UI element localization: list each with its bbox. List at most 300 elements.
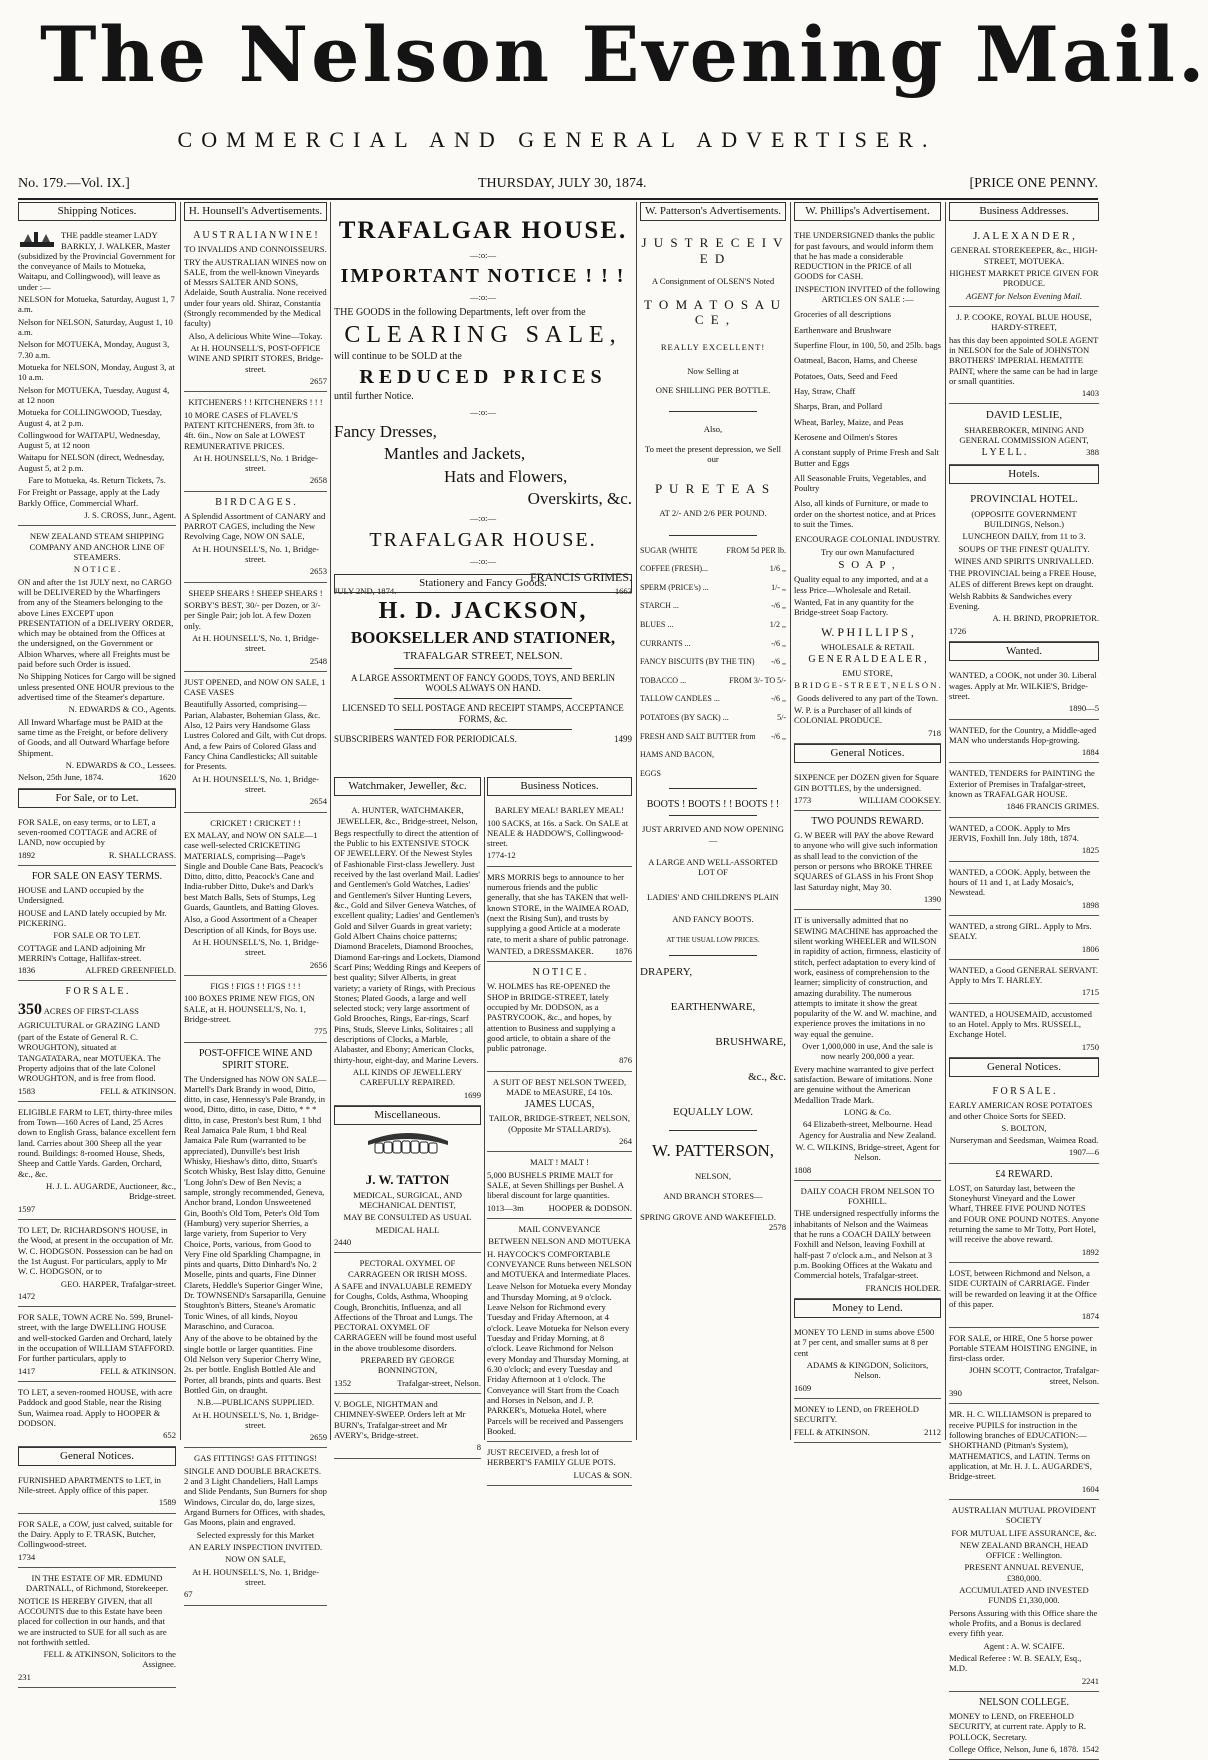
rule — [394, 729, 573, 730]
nelson: NELSON, — [694, 1170, 732, 1181]
ad-ref: 1609 — [794, 1382, 812, 1393]
section-heading: Wanted. — [949, 642, 1099, 661]
ad-text: Goods delivered to any part of the Town. — [796, 692, 938, 703]
ad-title: NEW ZEALAND STEAM SHIPPING COMPANY AND ANCHOR LINE OF STEAMERS. — [29, 531, 165, 562]
ad-text: NOW ON SALE, — [225, 1554, 286, 1565]
ad-subtitle: N.B.—PUBLICANS SUPPLIED. — [197, 1397, 314, 1408]
ad-text: Persons Assuring with this Office share the whole Profits, and a Bonus is declared every fifth year. — [949, 1607, 1098, 1639]
ad-ref: 231 — [18, 1671, 31, 1682]
ad-text: Also, a Good Assortment of a Cheaper Description of all Kinds, for Boys use. — [184, 914, 317, 935]
ad-signature: FELL & ATKINSON. — [100, 1085, 176, 1096]
ad-text: THE paddle steamer LADY BARKLY, J. WALKER, Master (subsidized by the Provincial Government for the conveyance of Mails to Motueka, Waitapu, and Collingwood), will leave as under :— — [18, 230, 176, 292]
ad-signature: ALFRED GREENFIELD. — [85, 965, 176, 976]
ad-text: TO LET, Dr. RICHARDSON'S HOUSE, in the Wood, at present in the occupation of Mr. W. C. HODGSON. Possession can be had on the 1st August. For particulars, apply to Mr W. C. HODGSON, or to — [18, 1224, 174, 1277]
price-value: 1/6 ,, — [769, 564, 786, 574]
price-item: POTATOES (BY SACK) ... — [640, 713, 729, 722]
bookseller: BOOKSELLER AND STATIONER, — [350, 627, 616, 647]
sailing-item: Collingwood for WAITAPU, Wednesday, August 5, at 12 noon — [18, 429, 161, 451]
earthenware: EARTHENWARE, — [670, 1000, 756, 1013]
ad-text: WANTED, TENDERS for PAINTING the Exterior of Premises in Trafalgar-street, known as TRAFALGAR HOUSE. — [949, 768, 1095, 800]
ad-text: IT is universally admitted that no SEWING MACHINE has approached the silent working WHEELER and WILSON in rapidity of action, firmness, elasticity of stitch, perfect adaptation to every kind of work, easiness of comprehension to the learner; simplicity of construction, and amazing durability. The numerous attempts to imitate it show the great popularity of the W. and W. machine, and experience proves the imitations in no way equal the genuine. — [794, 915, 941, 1039]
goods-text: THE GOODS in the following Departments, left over from the — [334, 306, 586, 318]
newspaper-subtitle: COMMERCIAL AND GENERAL ADVERTISER. — [177, 127, 937, 152]
ad-ref: 2241 — [1081, 1675, 1099, 1686]
boots-arrived: JUST ARRIVED AND NOW OPENING— — [642, 824, 784, 845]
ad-signature: FELL & ATKINSON. — [100, 1365, 176, 1376]
ad-text: THE UNDERSIGNED thanks the public for past favours, and would inform them that he has made a considerable REDUCTION in the PRICE of all GOODS for CASH. — [794, 230, 935, 282]
column-rule — [330, 202, 331, 1440]
ad-ref: 1808 — [794, 1164, 812, 1175]
price: [PRICE ONE PENNY. — [969, 176, 1098, 191]
ad-provincial — [949, 488, 1099, 642]
boots-lot: A LARGE AND WELL-ASSORTED LOT OF — [648, 857, 778, 878]
ad-text: FOR SALE, TOWN ACRE No. 599, Brunel-street, with the large DWELLING HOUSE and well-stocked Garden and Orchard, lately in the occupation of WILLIAM STAFFORD. For further particulars, apply to — [18, 1312, 175, 1364]
ad-title: MALT ! MALT ! — [530, 1157, 589, 1168]
ad-cow — [18, 1514, 176, 1568]
ad-mail — [487, 1219, 632, 1442]
ad-signature: ADAMS & KINGDON, Solicitors, Nelson. — [806, 1360, 929, 1381]
ad-text: Over 1,000,000 in use, And the sale is now nearly 200,000 a year. — [802, 1041, 933, 1062]
ad-subtitle: ALL KINDS OF JEWELLERY CAREFULLY REPAIRED. — [352, 1067, 463, 1088]
ad-text: WINES AND SPIRITS UNRIVALLED. — [954, 555, 1094, 566]
ad-easy-terms — [18, 866, 176, 982]
ad-estate — [18, 1568, 176, 1688]
ad-ref: 1699 — [463, 1089, 481, 1100]
ad-glue — [487, 1442, 632, 1486]
boots-usual: AT THE USUAL LOW PRICES. — [666, 936, 760, 945]
ad-text: 100 SACKS, at 16s. a Sack. On SALE at NEALE & HADDOW'S, Collingwood-street. — [487, 817, 629, 849]
jackson-street: TRAFALGAR STREET, NELSON. — [403, 650, 563, 663]
ad-text: MEDICAL HALL — [375, 1224, 440, 1235]
section-heading: Shipping Notices. — [18, 202, 176, 221]
clearing-sale: CLEARING SALE, — [344, 321, 622, 348]
ad-signature: N. EDWARDS & CO., Agents. — [68, 704, 176, 715]
ad-signature: At H. HOUNSELL'S, No. 1, Bridge-street. — [192, 543, 319, 564]
sailing-item: Waitapu for NELSON (direct, Wednesday, August 5, at 2 p.m. — [18, 452, 165, 473]
column-phillips — [794, 202, 941, 1442]
ad-text: A Splendid Assortment of CANARY and PARROT CAGES, including the New Revolving Cage, NOW ON SALE, — [184, 510, 326, 542]
ad-title: J. A L E X A N D E R , — [973, 230, 1075, 243]
ad-bogle — [334, 1394, 481, 1459]
ad-title: PROVINCIAL HOTEL. — [970, 493, 1078, 506]
ad-text: HOUSE and LAND occupied by the Undersigned. — [18, 884, 144, 906]
ad-subtitle: WHOLESALE & RETAIL — [820, 641, 915, 652]
ad-subtitle: FOR SALE OR TO LET. — [53, 930, 141, 941]
ad-text: Begs respectfully to direct the attention of the Public to his EXTENSIVE STOCK OF JEWELLERY. Of the Newest Styles of Fashionable First-class Jewellery. Just received by the last overland Mail. Ladies' and Gentlemen's Gold Watches, Ladies' and Gentlemen's Silver Hunting Levers, &c., Gold and Silver Geneva Watches, of excellent quality; Ladies' and Gentlemen's Gold and Silver Guards in great variety; Gold Albert Chains choice patterns; Diamond Bracelets, Diamond Brooches, Diamond Ear-rings and Lockets, Diamond Scarf Pins; Wedding Rings and Keepers of best quality; Silver Alberts, in great variety; a variety of Rings, with Precious Stones; Plated Goods, a large and well selected stock; very large assortment of Gold Brooches, Rings, Ear-rings, Scarf Pins, Studs, Sleeve Links, Solitaires ; all descriptions of Clocks, a Marble, Alabaster, and Ebony; American Clocks, thirty-hour, eight-day, and Marine Levers. — [334, 827, 481, 1065]
rule — [669, 788, 757, 789]
ad-title: J. W. TATTON — [365, 1172, 450, 1188]
ad-date: Nelson, 25th June, 1874. — [18, 772, 104, 783]
section-heading: General Notices. — [794, 744, 941, 763]
also: Also, — [703, 423, 723, 434]
ad-text: AN EARLY INSPECTION INVITED. — [188, 1541, 323, 1552]
ad-ref: 1734 — [18, 1551, 36, 1562]
wanted-item — [949, 818, 1099, 862]
price-item: COFFEE (FRESH)... — [640, 564, 709, 574]
ad-subtitle: NEW ZEALAND BRANCH, HEAD OFFICE : Wellington. — [959, 1539, 1089, 1561]
item-list — [794, 309, 941, 529]
ad-ref: 1876 — [614, 945, 632, 956]
ad-text: WANTED, a COOK. Apply to Mrs JERVIS, Foxhill Inn. July 18th, 1874. — [949, 822, 1079, 843]
ad-ref: 718 — [928, 727, 941, 738]
ad-text: WANTED, a HOUSEMAID, accustomed to an Hotel. Apply to Mrs. RUSSELL, Exchange Hotel. — [949, 1008, 1092, 1040]
price-row — [640, 620, 786, 630]
ad-text: Wanted, Fat in any quantity for the Bridge-street Soap Factory. — [794, 596, 914, 618]
freight: For Freight or Passage, apply at the Lady Barkly Office, Commercial Wharf. — [18, 487, 160, 508]
issue-number: No. 179.—Vol. IX.] — [18, 176, 130, 191]
ad-text: ACRES OF FIRST-CLASS AGRICULTURAL or GRAZING LAND — [18, 1006, 160, 1030]
ad-text: WANTED, for the Country, a Middle-aged MAN who understands Hop-growing. — [949, 724, 1097, 745]
column-rule — [180, 202, 181, 1440]
grimes: FRANCIS GRIMES. — [529, 569, 632, 584]
soap: S O A P , — [838, 559, 897, 571]
ad-text: Leave Nelson for Motueka every Monday and Thursday Morning, at 9 o'clock. Leave Nelson for Richmond every Tuesday and Friday Afternoon, at 4 o'clock. Leave Motueka for Nelson every Tuesday and Friday Morning, at 8 o'clock. Leave Richmond for Nelson every Monday and Thursday Morning, at 6.30 o'clock; and every Tuesday and Friday Afternoon at 1 o'clock. The Conveyance will Start from the Coach and Horses in Nelson, and J. P. PARKER's, Motueka Hotel, where Parcels will be received and Passengers Booked. — [487, 1281, 632, 1436]
jackson-name: H. D. JACKSON, — [378, 598, 588, 625]
ad-money1 — [794, 1322, 941, 1399]
brushware: BRUSHWARE, — [715, 1036, 786, 1049]
shilling: ONE SHILLING PER BOTTLE. — [655, 384, 771, 395]
ad-ref: 1825 — [1081, 845, 1099, 856]
depression: To meet the present depression, we Sell our — [644, 444, 782, 465]
ad-title: SHEEP SHEARS ! SHEEP SHEARS ! — [188, 587, 323, 598]
ad-cooke — [949, 307, 1099, 405]
ad-title: A U S T R A L I A N W I N E ! — [193, 230, 318, 242]
ad-richardson — [18, 1220, 176, 1307]
ad-pectoral — [334, 1253, 481, 1394]
price-row — [640, 546, 786, 556]
section-heading: General Notices. — [949, 1058, 1099, 1077]
ad-ref: 1499 — [614, 733, 632, 744]
ad-text: 100 BOXES PRIME NEW FIGS, ON SALE, at H. HOUNSELL'S, No. 1, Bridge-street. — [184, 993, 315, 1024]
ad-text: LOST, between Richmond and Nelson, a SIDE CURTAIN of CARRIAGE. Finder will be rewarded on leaving it at the Office of this paper. — [949, 1267, 1097, 1309]
reduced-prices: REDUCED PRICES — [359, 366, 607, 389]
separator: —:o:— — [469, 292, 497, 303]
price-row — [640, 564, 786, 574]
ad-title: W. P H I L L I P S , — [821, 625, 914, 640]
ad-tatton — [334, 1167, 481, 1253]
ad-text: MONEY to LEND, on FREEHOLD SECURITY, at current rate. Apply to R. POLLOCK, Secretary. — [949, 1710, 1087, 1742]
ad-text: NOTICE IS HEREBY GIVEN, that all ACCOUNTS due to this Estate have been placed for collection in our hands, and that we are instructed to SUE for all such as are not forthwith settled. — [18, 1595, 167, 1647]
list-item: A constant supply of Prime Fresh and Salt Butter and Eggs — [794, 447, 939, 468]
price-item: TOBACCO ... — [640, 675, 687, 685]
ad-ref: 1589 — [158, 1497, 176, 1508]
ad-signature: At H. HOUNSELL'S, No. 1, Bridge-street. — [192, 937, 319, 958]
ad-signature: N. EDWARDS & CO., Lessees. — [65, 759, 176, 770]
ad-text: WANTED, a COOK. Apply, between the hours of 11 and 1, at Lady Mosaic's, Newstead. — [949, 866, 1091, 898]
ad-title: B I R D C A G E S . — [215, 496, 296, 508]
ad-title: N O T I C E . — [532, 967, 587, 979]
ad-text: THE PROVINCIAL being a FREE House, ALES of different Brews kept on draught. — [949, 568, 1097, 589]
ad-ref: 1013—3m — [487, 1202, 524, 1213]
ad-text: MONEY TO LEND in sums above £500 at 7 per cent, and smaller sums at 8 per cent — [794, 1327, 935, 1358]
masthead — [0, 0, 1208, 175]
ad-title: MAIL CONVEYANCE — [518, 1223, 601, 1234]
ad-ref: 652 — [163, 1430, 176, 1441]
just-received: J U S T R E C E I V E D — [641, 235, 785, 266]
ad-ref: 1892 — [1081, 1246, 1099, 1257]
ad-ref: 1583 — [18, 1085, 36, 1096]
ad-figs — [184, 976, 327, 1043]
ad-text: ACCUMULATED AND INVESTED FUNDS £1,330,000. — [959, 1585, 1089, 1606]
ad-text: 64 Elizabeth-street, Melbourne. Head Agency for Australia and New Zealand. — [799, 1119, 936, 1140]
price-row — [640, 601, 786, 611]
ad-text: SINGLE AND DOUBLE BRACKETS. 2 and 3 Light Chandeliers, Hall Lamps and Slide Pendants, Sun Burners for shop Windows, Circular do, do, large sizes, Argand Burners for Offices, with shades, Gas Moons, plain and engraved. — [184, 1465, 327, 1528]
price-row — [640, 694, 786, 704]
ad-text: Try our own Manufactured — [820, 546, 914, 557]
ad-title: PECTORAL OXYMEL OF CARRAGEEN OR IRISH MOSS. — [348, 1258, 467, 1279]
ad-signature: H. J. L. AUGARDE, Auctioneer, &c., Bridge-street. — [46, 1181, 176, 1202]
ad-text: WANTED, a COOK, not under 30. Liberal wages. Apply at Mr. WILKIE'S, Bridge-street. — [949, 670, 1097, 701]
ad-subtitle: JAMES LUCAS, — [524, 1099, 595, 1111]
sailing-item: Motueka for COLLINGWOOD, Tuesday, August 4, at 2 p.m. — [18, 407, 162, 428]
ad-ref: 1846 FRANCIS GRIMES. — [1006, 801, 1099, 812]
ad-text: ON and after the 1st JULY next, no CARGO will be DELIVERED by the Wharfingers from any of the Steamers belonging to the above Lines EXCEPT upon PRESENTATION of a DELIVERY ORDER, which may be obtained from the Offices at the undersigned, on the Government or Albion Wharves, where all Freights must be paid before such Order is issued. — [18, 576, 174, 670]
ad-kitcheners — [184, 392, 327, 492]
ad-malt — [487, 1152, 632, 1219]
ad-signature: At H. HOUNSELL'S, No. 1, Bridge-street. — [192, 773, 319, 794]
ad-coach — [794, 1181, 941, 1299]
section-heading: W. Phillips's Advertisement. — [794, 202, 941, 221]
ad-title: NELSON COLLEGE. — [979, 1696, 1069, 1708]
ad-signature: WILLIAM COOKSEY. — [859, 794, 941, 805]
ad-text: Beautifully Assorted, comprising—Parian, Alabaster, Bohemian Glass, &c. Also, 12 Pairs very Handsome Glass Lustres Colored and Gilt, with Cut drops. And, a few Pairs of Colored Glass and Fancy China Candlesticks; All suitable for Presents. — [184, 699, 327, 772]
until-text: until further Notice. — [334, 391, 414, 403]
ad-signature: At H. HOUNSELL'S, No. 1, Bridge-street. — [192, 1409, 319, 1430]
ad-title: POST-OFFICE WINE AND SPIRIT STORE. — [198, 1047, 313, 1071]
list-item: Sharps, Bran, and Pollard — [794, 401, 883, 412]
ad-ref: 1750 — [1081, 1041, 1099, 1052]
ad-title: F O R S A L E . — [65, 986, 129, 998]
mantles: Mantles and Jackets, — [384, 444, 526, 464]
ad-text: Any of the above to be obtained by the single bottle or larger quantities. Fine Old Nelson very Superior Cherry Wine, 2s. per bottle. English Bottled Ale and Porter, all brands, pints and quarts. Best Bottled Gin, on draught. — [184, 1333, 321, 1395]
ad-ref: 8 — [476, 1442, 481, 1453]
list-item: All Seasonable Fruits, Vegetables, and Poultry — [794, 472, 927, 494]
ad-text: EARLY AMERICAN ROSE POTATOES and other Choice Sorts for SEED. — [949, 1100, 1093, 1121]
wanted-item — [949, 916, 1099, 960]
ad-text: THE undersigned respectfully informs the inhabitants of Nelson and the Waimeas that he runs a COACH DAILY between Foxhill and Nelson, leaving Foxhill at half-past 7 o'clock a.m., and Nelson at 3 p.m. Booking Offices at the Wakatu and Commercial hotels, Trafalgar-street. — [794, 1208, 940, 1281]
ad-signature: At H. HOUNSELL'S, No. 1, Bridge-street. — [192, 632, 319, 654]
ad-ref: 1774-12 — [487, 850, 516, 861]
ad-ref: 1542 — [1081, 1743, 1099, 1754]
ad-text: MRS MORRIS begs to announce to her numerous friends and the public generally, that she has TAKEN that well-known STORE, in the WAIMEA ROAD, (next the Rising Sun), and trusts by supplying a good Article at a moderate rate, to merit a share of public patronage. — [487, 871, 629, 944]
ad-subtitle: L Y E L L . — [981, 447, 1027, 459]
etc: &c., &c. — [748, 1071, 786, 1084]
section-heading: For Sale, or to Let. — [18, 789, 176, 808]
section-heading: General Notices. — [18, 1447, 176, 1466]
column-watchmaker — [334, 777, 481, 1453]
rule — [669, 535, 757, 536]
ad-date: College Office, Nelson, June 6, 1878. — [949, 1743, 1079, 1754]
price-item: FANCY BISCUITS (BY THE TIN) — [640, 657, 755, 667]
ad-text: COTTAGE and LAND adjoining Mr MERRIN's Cottage, Hallifax-street. — [18, 942, 146, 963]
list-item: Kerosene and Oilmen's Stores — [794, 431, 898, 442]
ad-ref: 1472 — [18, 1290, 36, 1301]
ad-title: TWO POUNDS REWARD. — [811, 816, 924, 828]
trafalgar-house-2: TRAFALGAR HOUSE. — [369, 528, 597, 551]
ad-text: FURNISHED APARTMENTS to LET, in Nile-street. Apply office of this paper. — [18, 1474, 161, 1496]
ad-ref: 1417 — [18, 1365, 36, 1376]
ad-text: FOR SALE, or HIRE, One 5 horse power Portable STEAM HOISTING ENGINE, in first-class order. — [949, 1332, 1097, 1364]
wanted-item — [949, 1004, 1099, 1058]
ad-text: No Shipping Notices for Cargo will be signed unless presented ONE HOUR previous to the advertised time of the Steamer's departure. — [18, 671, 176, 702]
rule — [394, 698, 573, 699]
ad-signature: W. C. WILKINS, Bridge-street, Agent for Nelson. — [795, 1141, 940, 1163]
ad-signature: R. SHALLCRASS. — [108, 849, 176, 860]
ad-text: Every machine warranted to give perfect satisfaction. Beware of imitations. None are genuine without the American Medallion Trade Mark. — [794, 1063, 935, 1105]
ad-ref: 1403 — [1081, 388, 1099, 399]
ad-ref: 1806 — [1081, 943, 1099, 954]
ad-ref: 2657 — [309, 375, 327, 386]
section-heading: Miscellaneous. — [334, 1106, 481, 1125]
ad-ref: 1892 — [18, 849, 36, 860]
ad-subtitle: MEDICAL, SURGICAL, AND MECHANICAL DENTIST, — [353, 1189, 462, 1211]
ad-text: (OPPOSITE GOVERNMENT BUILDINGS, Nelson.) — [971, 508, 1077, 529]
jackson-assortment: A LARGE ASSORTMENT OF FANCY GOODS, TOYS, AND BERLIN WOOLS ALWAYS ON HAND. — [351, 672, 615, 694]
ad-text: WANTED, a strong GIRL. Apply to Mrs. SEALY. — [949, 920, 1092, 942]
ad-furnished — [18, 1470, 176, 1514]
ad-title: CRICKET ! CRICKET ! ! — [210, 817, 301, 828]
ad-text: TO LET, a seven-roomed HOUSE, with acre Paddock and good Stable, near the Rising Sun, Waimea road. Apply to HOOPER & DODSON. — [18, 1387, 173, 1428]
branch: AND BRANCH STORES— — [663, 1191, 763, 1202]
steamer-icon — [18, 228, 58, 250]
ad-shallcrass — [18, 812, 176, 866]
drapery: DRAPERY, — [640, 965, 693, 978]
ad-lucas — [487, 1072, 632, 1153]
ad-ref: 1890—5 — [1068, 703, 1099, 714]
column-rule — [945, 202, 946, 1440]
ad-ref: 2656 — [309, 959, 327, 970]
price-item: HAMS AND BACON, — [640, 750, 715, 760]
ad-text: PRESENT ANNUAL REVENUE, £380,000. — [964, 1562, 1084, 1583]
ad-text: W. HOLMES has RE-OPENED the SHOP in BRIDGE-STREET, lately occupied by Mr. DODSON, as a PASTRYCOOK, &c., and hopes, by attention to Business and supplying a good article, to obtain a share of the public patronage. — [487, 981, 616, 1054]
ad-lady-barkly — [18, 225, 176, 526]
price-value: -/6 ,, — [771, 694, 786, 704]
price-value: -/6 ,, — [771, 731, 786, 741]
ad-bird-cages — [184, 492, 327, 583]
section-heading: Business Notices. — [487, 777, 632, 796]
sailing-item: Motueka for NELSON, Monday, August 3, at 10 a.m. — [18, 361, 175, 383]
ad-phillips — [794, 225, 941, 744]
ad-text: AGENT for Nelson Evening Mail. — [965, 290, 1083, 301]
list-item: Groceries of all descriptions — [794, 309, 892, 320]
list-item: Oatmeal, Bacon, Hams, and Cheese — [794, 355, 918, 366]
ad-title: BARLEY MEAL! BARLEY MEAL! — [495, 805, 624, 816]
ad-barley — [487, 800, 632, 867]
ad-text: ELIGIBLE FARM to LET, thirty-three miles from Town—160 Acres of Land, 25 Acres down to English Grass, balance excellent fern land. Carries about 300 Sheep all the year round. Buildings: 8-roomed House, Sheds, Sheep and Cattle Yards. Garden, Orchard, &c., &c. — [18, 1106, 176, 1179]
section-heading: Hotels. — [949, 465, 1099, 484]
list-item: Earthenware and Brushware — [794, 324, 892, 335]
rule — [669, 815, 757, 816]
ad-sixpence — [794, 767, 941, 811]
dentures-icon — [363, 1129, 453, 1163]
ad-text: WANTED, a DRESSMAKER. — [487, 945, 594, 956]
ad-text: JUST RECEIVED, a fresh lot of HERBERT'S FAMILY GLUE POTS. — [487, 1447, 616, 1468]
ad-ref: 1597 — [18, 1203, 36, 1214]
ad-title: AUSTRALIAN MUTUAL PROVIDENT SOCIETY — [951, 1504, 1097, 1526]
patterson: W. PATTERSON, — [651, 1140, 775, 1160]
ad-signature: FELL & ATKINSON. — [794, 1426, 870, 1437]
ad-ref: 1773 — [794, 794, 812, 805]
ad-ref: 2548 — [309, 655, 327, 666]
ad-post-office — [184, 1043, 327, 1449]
price-item: TALLOW CANDLES ... — [640, 694, 720, 704]
tomato-sauce: T O M A T O S A U C E , — [643, 296, 783, 328]
ad-text: Also, A delicious White Wine—Tokay. — [188, 330, 323, 341]
ad-wine — [184, 225, 327, 392]
ad-college — [949, 1692, 1099, 1760]
hats: Hats and Flowers, — [444, 466, 568, 486]
ad-title: A SUIT OF BEST NELSON TWEED, MADE to MEASURE, £4 10s. — [492, 1076, 627, 1098]
ad-ref: 1898 — [1081, 899, 1099, 910]
ad-ref: 2653 — [309, 566, 327, 577]
important-notice: IMPORTANT NOTICE ! ! ! — [340, 265, 626, 288]
ad-ref: 67 — [184, 1589, 193, 1600]
sailing-item: NELSON for Motueka, Saturday, August 1, 7 a.m. — [18, 294, 175, 315]
ad-subtitle: PREPARED BY GEORGE BONNINGTON, — [360, 1355, 455, 1376]
rule — [669, 955, 757, 956]
list-item: Wheat, Barley, Maize, and Peas — [794, 416, 904, 427]
acres-number: 350 — [18, 1001, 42, 1019]
ad-leslie — [949, 404, 1099, 465]
price-item: STARCH ... — [640, 601, 679, 611]
price-row — [640, 750, 786, 760]
boots: BOOTS ! BOOTS ! ! BOOTS ! ! — [646, 799, 780, 811]
ad-text: EX MALAY, and NOW ON SALE—1 case well-selected CRICKETING MATERIALS, comprising—Page's Single and Double Cane Bats, Peacock's Ditto, ditto, ditto, Peacock's Cane and India-rubber Ditto, Duke's and Dark's best Match Balls, Sets of Stumps, Leg Guards, Gauntlets, and Batting Gloves. — [184, 829, 324, 913]
ad-text: A SAFE and INVALUABLE REMEDY for Coughs, Colds, Asthma, Whooping Cough, Bronchitis, Influenza, and all Affections of the Throat and Lungs. The PECTORAL OXYMEL OF CARRAGEEN will be found most useful in the above troublesome disorders. — [334, 1280, 477, 1353]
ad-farm — [18, 1102, 176, 1220]
sailing-item: Nelson for NELSON, Saturday, August 1, 10 a.m. — [18, 316, 173, 337]
price-row — [640, 769, 786, 779]
column-rule — [484, 777, 485, 1440]
ad-ref: 1884 — [1081, 747, 1099, 758]
block-jackson — [334, 574, 632, 774]
rule — [669, 411, 757, 412]
ad-signature: FELL & ATKINSON, Solicitors to the Assignee. — [43, 1649, 176, 1670]
price-value: FROM 5d PER lb. — [726, 545, 786, 555]
list-item: Superfine Flour, in 100, 50, and 25lb. bags — [794, 340, 941, 350]
ad-title: DAVID LESLIE, — [985, 409, 1063, 422]
ad-subtitle: B R I D G E - S T R E E T , N E L S O N . — [794, 680, 941, 691]
ad-title: IN THE ESTATE OF MR. EDMUND DARTNALL, of Richmond, Storekeeper. — [25, 1572, 169, 1594]
ad-shears — [184, 583, 327, 672]
ad-text: TRY the AUSTRALIAN WINES now on SALE, from the well-known Vineyards of Messrs SALTER AND SONS, Adelaide, South Australia. None received under four years old. Shiraz, Constantia (Strongly recommended by the Medical faculty) — [184, 256, 327, 329]
ad-signature: At H. HOUNSELL'S, POST-OFFICE WINE AND SPIRIT STORES, Bridge-street. — [187, 343, 324, 374]
tea-price: AT 2/- AND 2/6 PER POUND. — [659, 508, 767, 519]
ad-subtitle: TO INVALIDS AND CONNOISSEURS. — [184, 244, 327, 255]
price-list — [640, 546, 786, 779]
ad-text: V. BOGLE, NIGHTMAN and CHIMNEY-SWEEP. Orders left at Mr BURN's, Trafalgar-street and Mr AVERY's, Bridge-street. — [334, 1399, 466, 1440]
price-value: -/6 ,, — [771, 657, 786, 667]
ad-text: LOST, on Saturday last, between the Stoneyhurst Vineyard and the Lower Wharf, THREE FIVE POUND NOTES and FOUR ONE POUND NOTES. Anyone returning the same to Mr Totty, Port Hotel, will receive the above reward. — [949, 1182, 1099, 1245]
ad-subtitle: ENCOURAGE COLONIAL INDUSTRY. — [795, 534, 940, 545]
ad-text: Welsh Rabbits & Sandwiches every Evening. — [949, 590, 1072, 612]
ad-text: SIXPENCE per DOZEN given for Square GIN BOTTLES, by the undersigned. — [794, 772, 939, 793]
ad-title: DAILY COACH FROM NELSON TO FOXHILL. — [800, 1185, 935, 1207]
price-value: 1/- ,, — [771, 582, 786, 592]
ad-signature: GEO. HARPER, Trafalgar-street. — [60, 1278, 176, 1289]
ad-title: £4 REWARD. — [995, 1168, 1053, 1180]
ad-title: J. P. COOKE, ROYAL BLUE HOUSE, HARDY-STREET, — [956, 311, 1092, 333]
ad-ref: 2578 — [768, 1221, 786, 1232]
column-business — [487, 777, 632, 1480]
price-value: 5/- — [777, 713, 786, 722]
ad-ref: 2112 — [924, 1426, 941, 1437]
ad-text: Quality equal to any imported, and at a less Price—Wholesale and Retail. — [794, 574, 929, 595]
ad-text: FOR SALE, a COW, just calved, suitable for the Dairy. Apply to F. TRASK, Butcher, Collingwood-street. — [18, 1518, 173, 1550]
price-value: -/6 ,, — [771, 638, 786, 648]
ad-subtitle: BETWEEN NELSON AND MOTUEKA — [488, 1236, 631, 1247]
ad-hunter — [334, 800, 481, 1106]
